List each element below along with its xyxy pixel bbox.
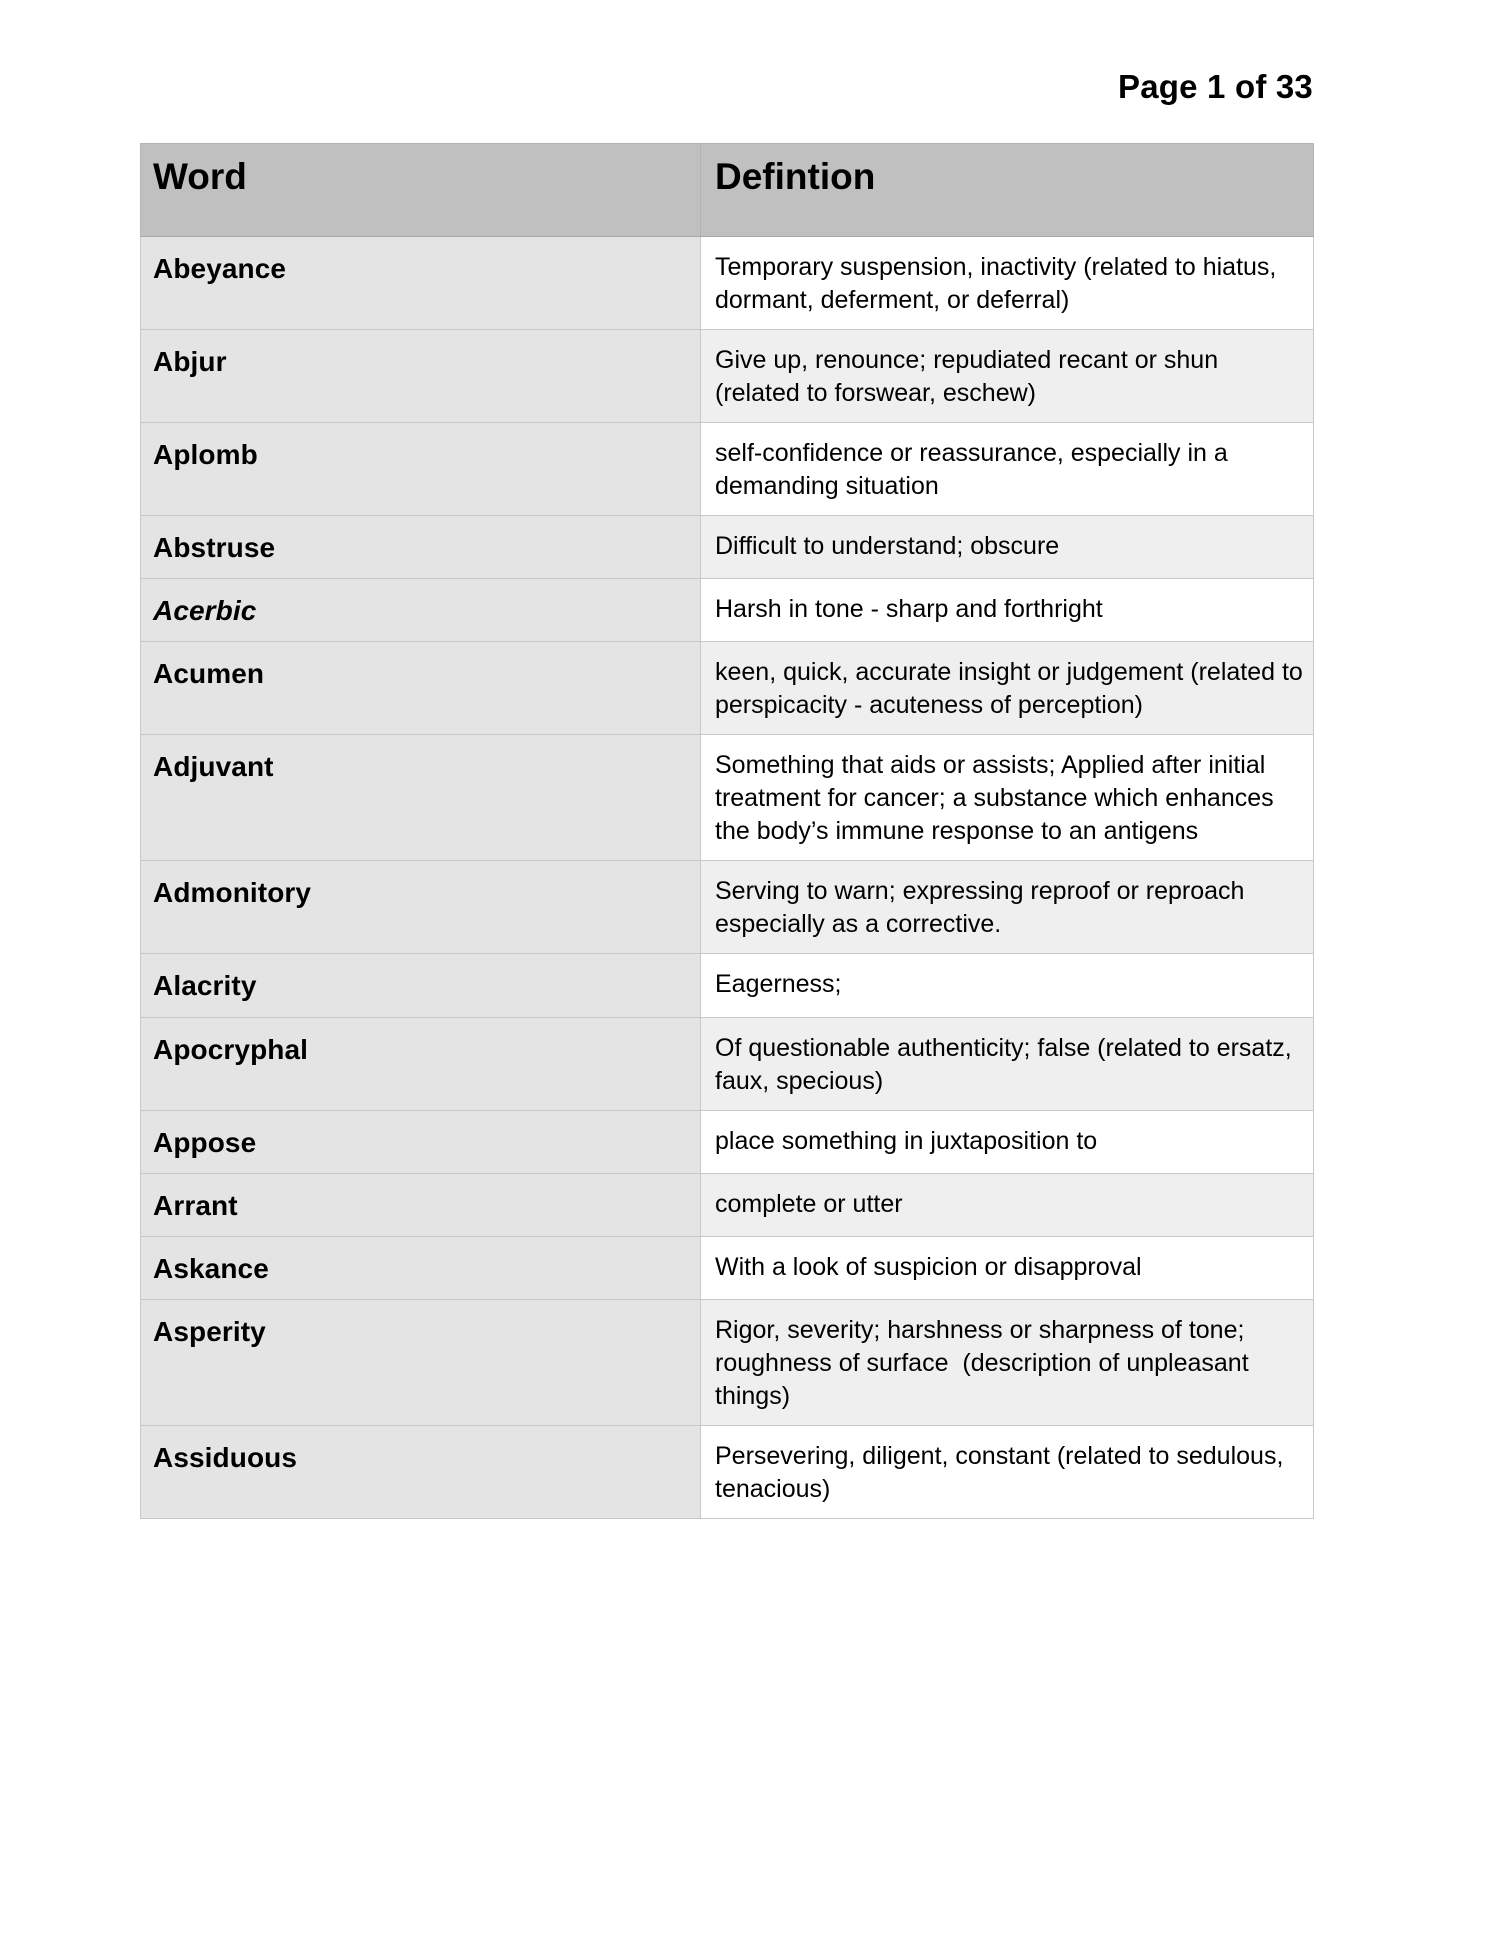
table-row <box>141 642 1314 735</box>
table-body <box>141 237 1314 1519</box>
word-cell: Acerbic <box>141 579 701 642</box>
table-row <box>141 735 1314 861</box>
word-cell: Admonitory <box>141 861 701 954</box>
word-cell: Apocryphal <box>141 1017 701 1110</box>
definition-cell: place something in juxtaposition to <box>701 1110 1314 1173</box>
table-row <box>141 861 1314 954</box>
definition-cell: Serving to warn; expressing reproof or reproach especially as a corrective. <box>701 861 1314 954</box>
vocabulary-table <box>140 143 1314 1519</box>
table-row <box>141 1426 1314 1519</box>
word-cell: Appose <box>141 1110 701 1173</box>
definition-cell: Harsh in tone - sharp and forthright <box>701 579 1314 642</box>
table-row <box>141 579 1314 642</box>
word-cell: Abjur <box>141 330 701 423</box>
table-row <box>141 423 1314 516</box>
definition-cell: complete or utter <box>701 1173 1314 1236</box>
word-cell: Asperity <box>141 1300 701 1426</box>
definition-cell: Persevering, diligent, constant (related to sedulous, tenacious) <box>701 1426 1314 1519</box>
definition-cell: Of questionable authenticity; false (related to ersatz, faux, specious) <box>701 1017 1314 1110</box>
column-header-definition: Defintion <box>701 144 1314 237</box>
word-cell: Alacrity <box>141 954 701 1017</box>
definition-cell: Difficult to understand; obscure <box>701 516 1314 579</box>
table-row <box>141 237 1314 330</box>
definition-cell: Eagerness; <box>701 954 1314 1017</box>
table-row <box>141 954 1314 1017</box>
table-row <box>141 1236 1314 1299</box>
table-row <box>141 1110 1314 1173</box>
word-cell: Askance <box>141 1236 701 1299</box>
table-row <box>141 1173 1314 1236</box>
definition-cell: Temporary suspension, inactivity (related to hiatus, dormant, deferment, or deferral) <box>701 237 1314 330</box>
word-cell: Adjuvant <box>141 735 701 861</box>
table-row <box>141 1300 1314 1426</box>
definition-cell: Something that aids or assists; Applied after initial treatment for cancer; a substance which enhances the body’s immune response to an antigens <box>701 735 1314 861</box>
page-number-header: Page 1 of 33 <box>1118 68 1313 105</box>
word-cell: Acumen <box>141 642 701 735</box>
column-header-word: Word <box>141 144 701 237</box>
word-cell: Arrant <box>141 1173 701 1236</box>
table-row <box>141 330 1314 423</box>
table-header-row <box>141 144 1314 237</box>
definition-cell: With a look of suspicion or disapproval <box>701 1236 1314 1299</box>
table-row <box>141 516 1314 579</box>
table-row <box>141 1017 1314 1110</box>
definition-cell: Give up, renounce; repudiated recant or shun (related to forswear, eschew) <box>701 330 1314 423</box>
word-cell: Abeyance <box>141 237 701 330</box>
definition-cell: keen, quick, accurate insight or judgement (related to perspicacity - acuteness of perception) <box>701 642 1314 735</box>
definition-cell: Rigor, severity; harshness or sharpness of tone; roughness of surface (description of unpleasant things) <box>701 1300 1314 1426</box>
word-cell: Abstruse <box>141 516 701 579</box>
word-cell: Assiduous <box>141 1426 701 1519</box>
table-header <box>141 144 1314 237</box>
word-cell: Aplomb <box>141 423 701 516</box>
vocabulary-table-container <box>140 143 1313 1519</box>
definition-cell: self-confidence or reassurance, especially in a demanding situation <box>701 423 1314 516</box>
